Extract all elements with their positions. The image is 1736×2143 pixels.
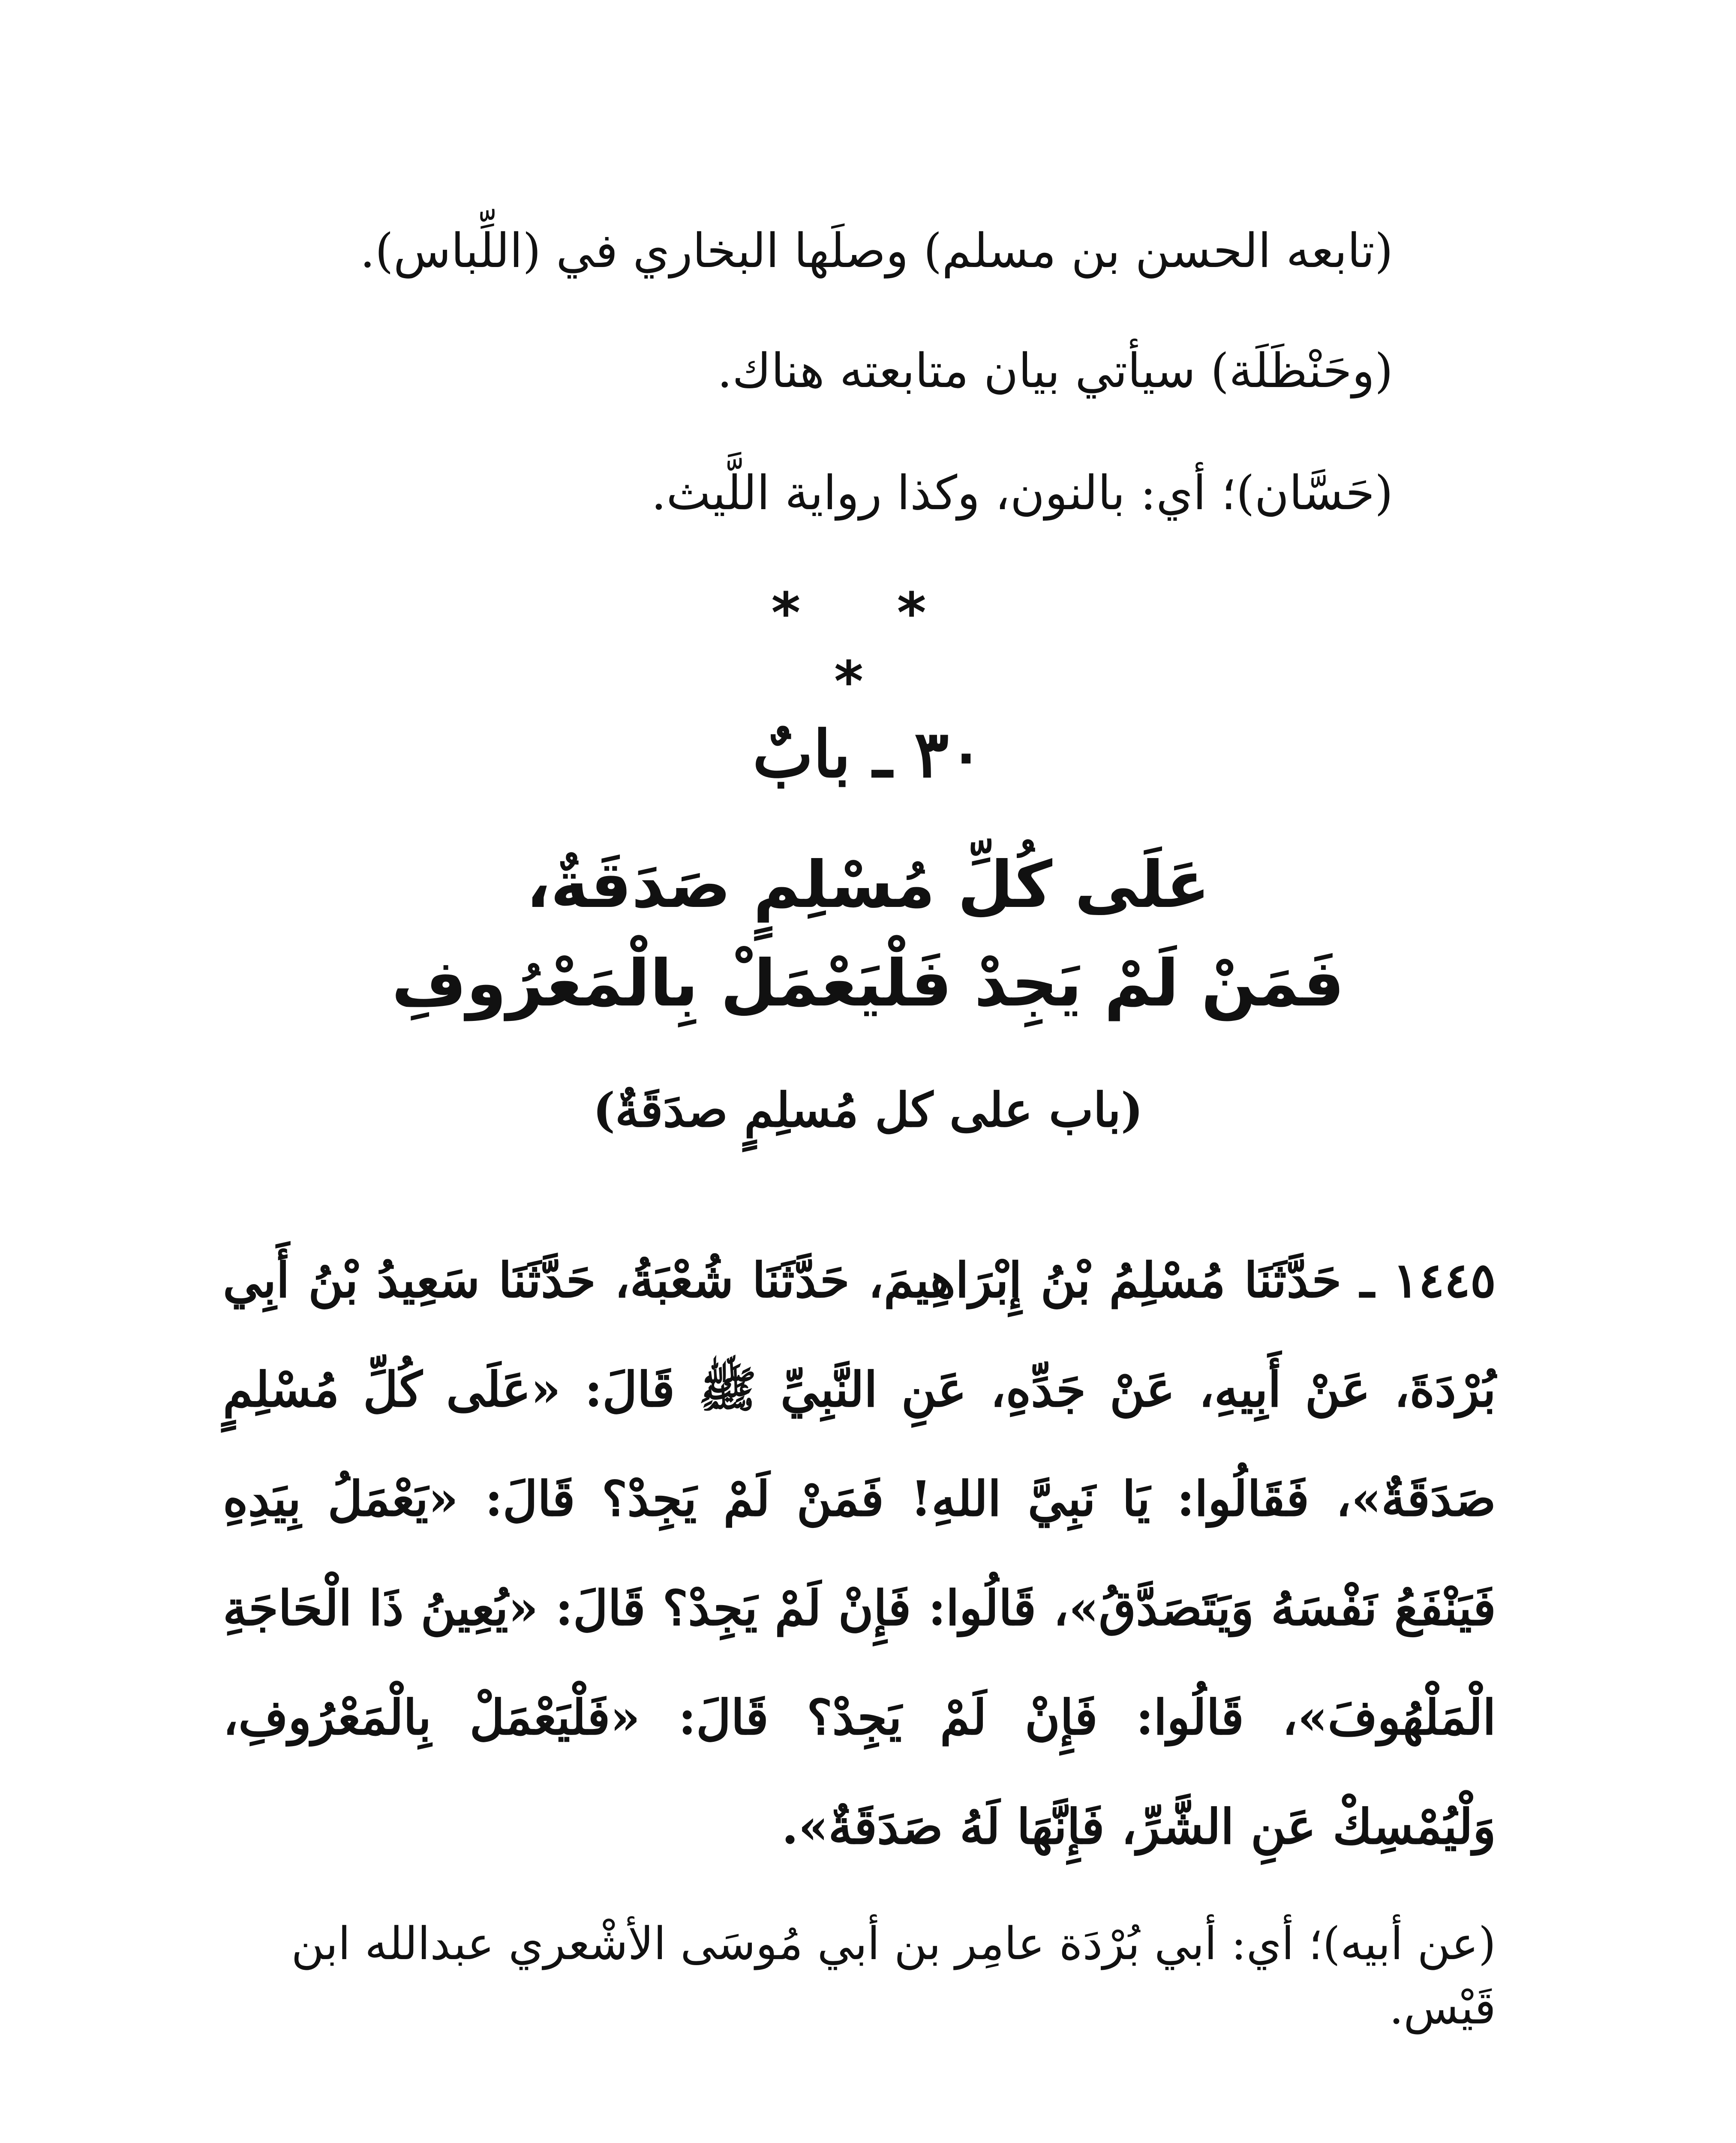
chapter-title-line-2: فَمَنْ لَمْ يَجِدْ فَلْيَعْمَلْ بِالْمَعْرُوفِ — [391, 946, 1345, 1021]
chapter-title-line-1: عَلَى كُلِّ مُسْلِمٍ صَدَقَةٌ، — [526, 848, 1210, 922]
section-separator: * * * — [771, 580, 965, 714]
chapter-subtitle: (باب على كل مُسلِمٍ صدَقَةٌ) — [593, 1082, 1143, 1138]
note-line-3: (حَسَّان)؛ أي: بالنون، وكذا رواية اللَّيث. — [651, 465, 1393, 520]
chapter-number: ٣٠ ـ بابٌ — [752, 717, 984, 792]
note-line-1: (تابعه الحسن بن مسلم) وصلَها البخاري في (اللِّباس). — [360, 223, 1393, 278]
note-line-2: (وحَنْظَلَة) سيأتي بيان متابعته هناك. — [717, 343, 1393, 398]
hadith-text: ١٤٤٥ ـ حَدَّثَنَا مُسْلِمُ بْنُ إِبْرَاهِيمَ، حَدَّثَنَا شُعْبَةُ، حَدَّثَنَا سَعِيدُ بْنُ أَبِي بُرْدَةَ، عَنْ أَبِيهِ، عَنْ جَدِّهِ، عَنِ النَّبِيِّ ﷺ قَالَ: «عَلَى كُلِّ مُسْلِمٍ صَدَقَةٌ»، فَقَالُوا: يَا نَبِيَّ اللهِ! فَمَنْ لَمْ يَجِدْ؟ قَالَ: «يَعْمَلُ بِيَدِهِ فَيَنْفَعُ نَفْسَهُ وَيَتَصَدَّقُ»، قَالُوا: فَإِنْ لَمْ يَجِدْ؟ قَالَ: «يُعِينُ ذَا الْحَاجَةِ الْمَلْهُوفَ»، قَالُوا: فَإِنْ لَمْ يَجِدْ؟ قَالَ: «فَلْيَعْمَلْ بِالْمَعْرُوفِ، وَلْيُمْسِكْ عَنِ الشَّرِّ، فَإِنَّهَا لَهُ صَدَقَةٌ». — [223, 1252, 1496, 1855]
commentary-note-1: (عن أبيه)؛ أي: أبي بُرْدَة عامِر بن أبي مُوسَى الأشْعري عبدالله ابن قَيْس. — [291, 1918, 1496, 2034]
